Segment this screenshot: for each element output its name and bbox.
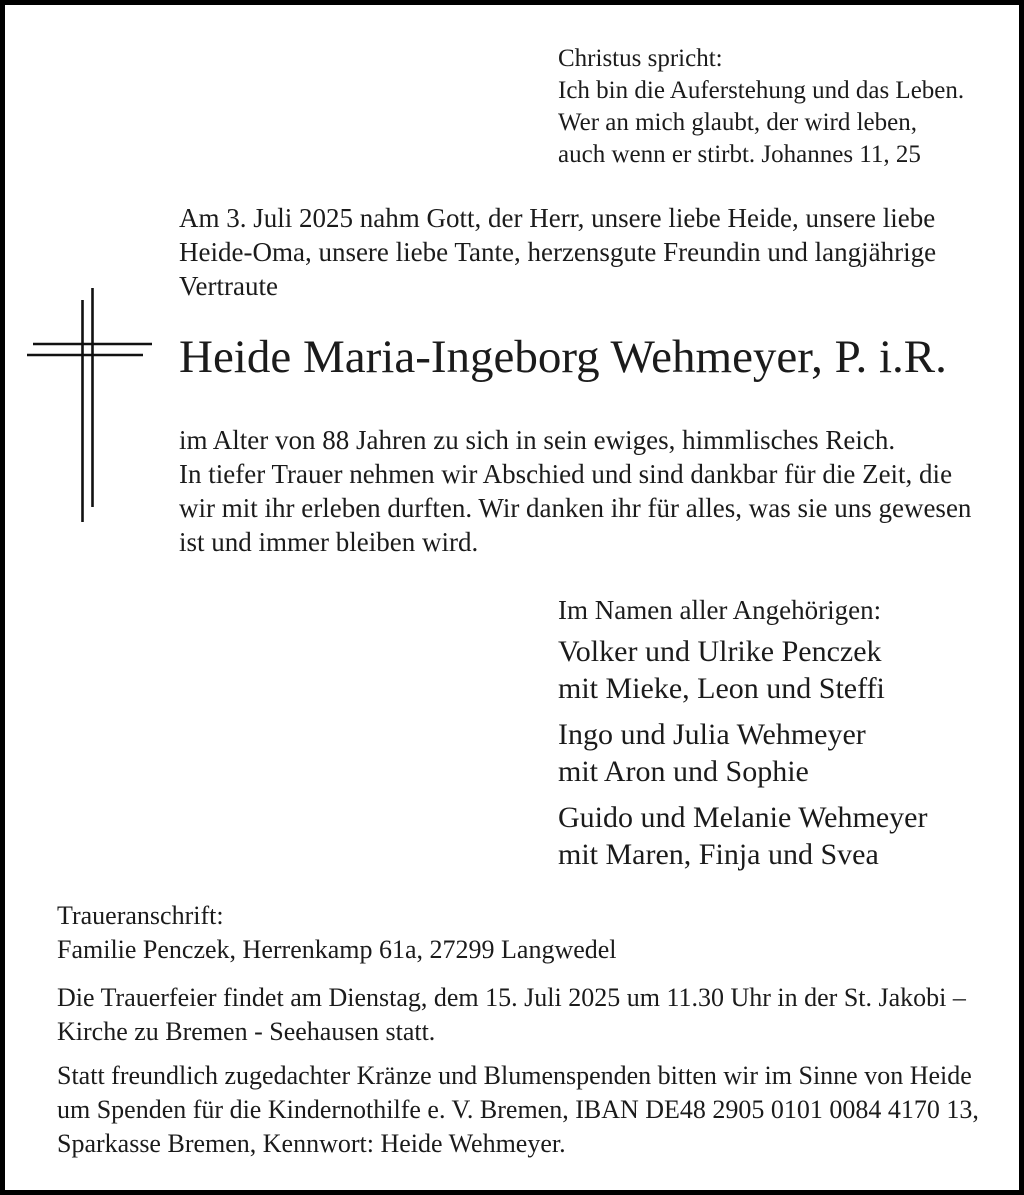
condolence-address	[57, 899, 617, 967]
condolence-label: Traueranschrift:	[57, 901, 224, 930]
family-names: Volker und Ulrike Penczek	[558, 635, 882, 668]
scripture-line: Christus spricht:	[558, 45, 723, 72]
tribute-line: In tiefer Trauer nehmen wir Abschied und sind dankbar für die Zeit, die	[179, 459, 953, 489]
donation-line: Statt freundlich zugedachter Kränze und Blumenspenden bitten wir im Sinne von Heide	[57, 1061, 972, 1090]
intro-paragraph	[179, 201, 936, 303]
mourners-heading: Im Namen aller Angehörigen:	[558, 595, 882, 625]
intro-line: Heide-Oma, unsere liebe Tante, herzensgute Freundin und langjährige	[179, 237, 937, 267]
funeral-line: Die Trauerfeier findet am Dienstag, dem 15. Juli 2025 um 11.30 Uhr in der St. Jakobi –	[57, 983, 966, 1012]
mourner-family	[558, 716, 866, 790]
funeral-info	[57, 981, 966, 1049]
deceased-name: Heide Maria-Ingeborg Wehmeyer, P. i.R.	[179, 331, 947, 383]
funeral-line: Kirche zu Bremen - Seehausen statt.	[57, 1017, 436, 1046]
family-names: Guido und Melanie Wehmeyer	[558, 801, 928, 834]
donation-line: Sparkasse Bremen, Kennwort: Heide Wehmeyer.	[57, 1129, 566, 1158]
tribute-line: ist und immer bleiben wird.	[179, 527, 479, 557]
family-children: mit Mieke, Leon und Steffi	[558, 672, 885, 705]
donation-line: um Spenden für die Kindernothilfe e. V. Bremen, IBAN DE48 2905 0101 0084 4170 13,	[57, 1095, 979, 1124]
tribute-paragraph	[179, 423, 971, 559]
intro-line: Am 3. Juli 2025 nahm Gott, der Herr, unsere liebe Heide, unsere liebe	[179, 203, 936, 233]
scripture-line: auch wenn er stirbt. Johannes 11, 25	[558, 141, 921, 168]
intro-line: Vertraute	[179, 271, 278, 301]
scripture-quote	[558, 43, 964, 171]
cross-icon	[25, 285, 155, 525]
condolence-address-line: Familie Penczek, Herrenkamp 61a, 27299 Langwedel	[57, 935, 617, 964]
family-names: Ingo und Julia Wehmeyer	[558, 718, 866, 751]
family-children: mit Aron und Sophie	[558, 755, 809, 788]
tribute-line: wir mit ihr erleben durften. Wir danken ihr für alles, was sie uns gewesen	[179, 493, 972, 523]
scripture-line: Ich bin die Auferstehung und das Leben.	[558, 77, 965, 104]
family-children: mit Maren, Finja und Svea	[558, 838, 879, 871]
mourner-family	[558, 799, 927, 873]
donation-info	[57, 1059, 979, 1161]
tribute-line: im Alter von 88 Jahren zu sich in sein ewiges, himmlisches Reich.	[179, 425, 896, 455]
scripture-line: Wer an mich glaubt, der wird leben,	[558, 109, 917, 136]
mourner-family	[558, 633, 885, 707]
